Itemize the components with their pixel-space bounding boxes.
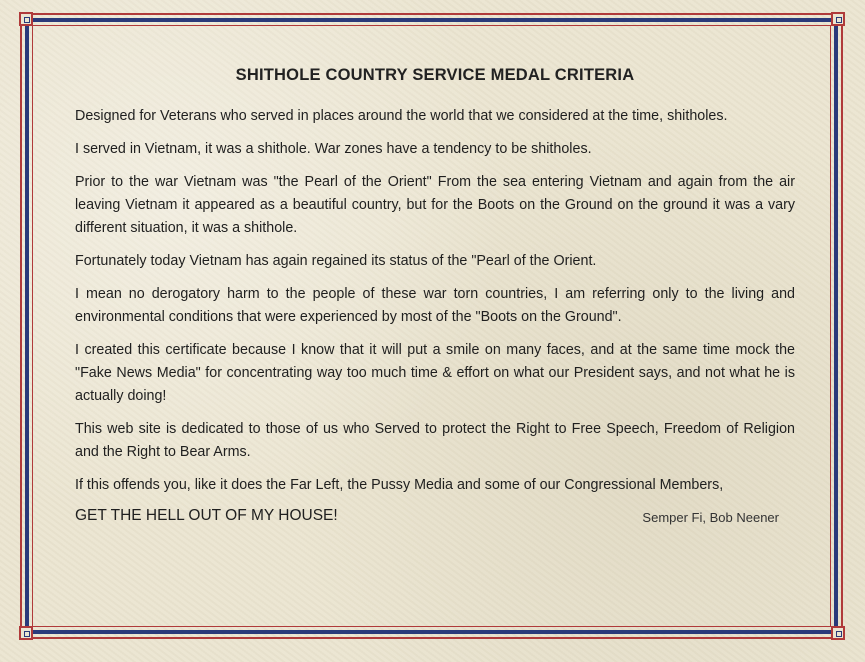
corner-ornament-icon: [831, 12, 845, 26]
closing-line: GET THE HELL OUT OF MY HOUSE!: [75, 507, 338, 524]
paragraph: Fortunately today Vietnam has again regained its status of the "Pearl of the Orient.: [75, 253, 597, 269]
paragraph: If this offends you, like it does the Far Left, the Pussy Media and some of our Congressional Members,: [75, 477, 724, 493]
certificate-body: [75, 56, 795, 531]
signature: Semper Fi, Bob Neener: [642, 510, 779, 525]
paragraph: I mean no derogatory harm to the people of these war torn countries, I am referring only to the living and environmental conditions that were experienced by most of the "Boots on the Ground".: [75, 286, 795, 325]
closing-row: [75, 507, 795, 531]
paragraph: I created this certificate because I know that it will put a smile on many faces, and at the same time mock the "Fake News Media" for concentrating way too much time & effort on what our President says, and not what he is actually doing!: [75, 342, 795, 404]
corner-ornament-icon: [831, 626, 845, 640]
paragraph: I served in Vietnam, it was a shithole. War zones have a tendency to be shitholes.: [75, 141, 592, 157]
document-title: SHITHOLE COUNTRY SERVICE MEDAL CRITERIA: [235, 66, 635, 84]
corner-ornament-icon: [19, 12, 33, 26]
paragraph: Prior to the war Vietnam was "the Pearl of the Orient" From the sea entering Vietnam and again from the air leaving Vietnam it appeared as a beautiful country, but for the Boots on the Ground on the ground it was a vary different situation, it was a shithole.: [75, 174, 795, 236]
corner-ornament-icon: [19, 626, 33, 640]
paragraph: This web site is dedicated to those of us who Served to protect the Right to Free Speech, Freedom of Religion and the Right to Bear Arms.: [75, 421, 795, 460]
paragraph: Designed for Veterans who served in places around the world that we considered at the time, shitholes.: [75, 108, 728, 124]
